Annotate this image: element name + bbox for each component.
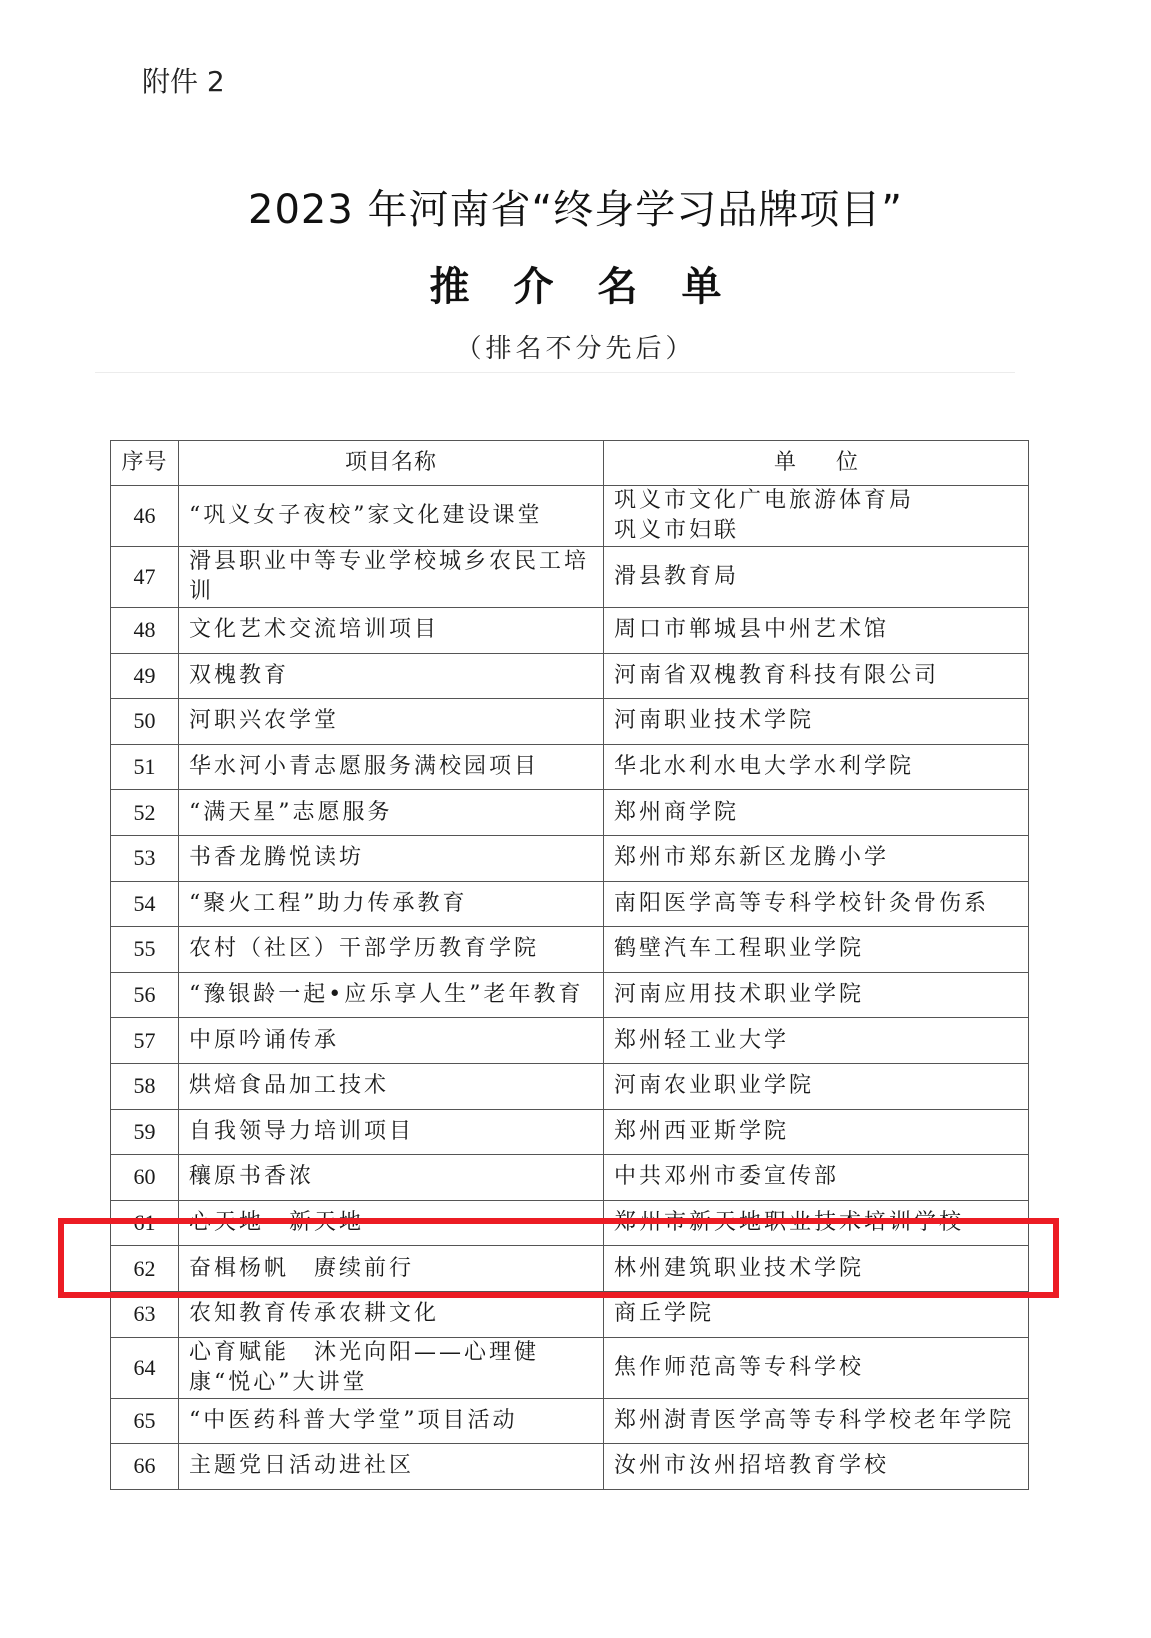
document-subtitle-heading: 推介名单 bbox=[429, 264, 766, 310]
row-project-name: 农知教育传承农耕文化 bbox=[179, 1291, 604, 1337]
row-project-name: 穰原书香浓 bbox=[179, 1155, 604, 1201]
attachment-label: 附件 2 bbox=[142, 65, 225, 98]
recommendation-table bbox=[110, 440, 1029, 1490]
row-unit: 中共邓州市委宣传部 bbox=[604, 1155, 1029, 1201]
table-row bbox=[111, 1155, 1029, 1201]
highlight-box bbox=[58, 1218, 1059, 1298]
table-row bbox=[111, 1337, 1029, 1398]
row-project-name: 华水河小青志愿服务满校园项目 bbox=[179, 744, 604, 790]
row-project-name: “满天星”志愿服务 bbox=[179, 790, 604, 836]
row-number: 62 bbox=[111, 1246, 179, 1292]
table-row bbox=[111, 699, 1029, 745]
table-row bbox=[111, 1291, 1029, 1337]
row-project-name: 主题党日活动进社区 bbox=[179, 1444, 604, 1490]
header-project-name: 项目名称 bbox=[179, 441, 604, 486]
row-project-name: 河职兴农学堂 bbox=[179, 699, 604, 745]
row-number: 60 bbox=[111, 1155, 179, 1201]
row-unit: 郑州西亚斯学院 bbox=[604, 1109, 1029, 1155]
table-row bbox=[111, 1398, 1029, 1444]
row-unit: 郑州澍青医学高等专科学校老年学院 bbox=[604, 1398, 1029, 1444]
document-title: 2023 年河南省“终身学习品牌项目” bbox=[248, 187, 903, 233]
row-number: 64 bbox=[111, 1337, 179, 1398]
table-row bbox=[111, 1063, 1029, 1109]
row-number: 59 bbox=[111, 1109, 179, 1155]
row-project-name: “中医药科普大学堂”项目活动 bbox=[179, 1398, 604, 1444]
row-number: 52 bbox=[111, 790, 179, 836]
table-row bbox=[111, 653, 1029, 699]
row-unit: 焦作师范高等专科学校 bbox=[604, 1337, 1029, 1398]
table-row bbox=[111, 1109, 1029, 1155]
row-unit: 河南应用技术职业学院 bbox=[604, 972, 1029, 1018]
row-number: 58 bbox=[111, 1063, 179, 1109]
row-unit: 郑州市新天地职业技术培训学校 bbox=[604, 1200, 1029, 1246]
row-project-name: “巩义女子夜校”家文化建设课堂 bbox=[179, 486, 604, 547]
row-project-name: “豫银龄一起•应乐享人生”老年教育 bbox=[179, 972, 604, 1018]
row-project-name: 心天地 新天地 bbox=[179, 1200, 604, 1246]
row-number: 49 bbox=[111, 653, 179, 699]
ranking-note: （排名不分先后） bbox=[455, 334, 696, 364]
table-row bbox=[111, 547, 1029, 608]
row-project-name: 双槐教育 bbox=[179, 653, 604, 699]
row-unit: 林州建筑职业技术学院 bbox=[604, 1246, 1029, 1292]
row-unit: 商丘学院 bbox=[604, 1291, 1029, 1337]
table-row bbox=[111, 835, 1029, 881]
row-project-name: “聚火工程”助力传承教育 bbox=[179, 881, 604, 927]
row-unit: 鹤壁汽车工程职业学院 bbox=[604, 927, 1029, 973]
row-project-name: 书香龙腾悦读坊 bbox=[179, 835, 604, 881]
header-number: 序号 bbox=[111, 441, 179, 486]
row-project-name: 奋楫杨帆 赓续前行 bbox=[179, 1246, 604, 1292]
row-unit: 郑州市郑东新区龙腾小学 bbox=[604, 835, 1029, 881]
row-number: 50 bbox=[111, 699, 179, 745]
table-row bbox=[111, 744, 1029, 790]
table-row bbox=[111, 1018, 1029, 1064]
table-row bbox=[111, 790, 1029, 836]
row-number: 48 bbox=[111, 608, 179, 654]
row-project-name: 滑县职业中等专业学校城乡农民工培训 bbox=[179, 547, 604, 608]
row-project-name: 农村（社区）干部学历教育学院 bbox=[179, 927, 604, 973]
row-project-name: 心育赋能 沐光向阳——心理健康“悦心”大讲堂 bbox=[179, 1337, 604, 1398]
table-header-row bbox=[111, 441, 1029, 486]
row-number: 66 bbox=[111, 1444, 179, 1490]
row-project-name: 文化艺术交流培训项目 bbox=[179, 608, 604, 654]
row-unit: 滑县教育局 bbox=[604, 547, 1029, 608]
row-number: 53 bbox=[111, 835, 179, 881]
row-unit: 汝州市汝州招培教育学校 bbox=[604, 1444, 1029, 1490]
table-row bbox=[111, 608, 1029, 654]
table-row bbox=[111, 1444, 1029, 1490]
row-number: 47 bbox=[111, 547, 179, 608]
table-row bbox=[111, 881, 1029, 927]
row-unit: 南阳医学高等专科学校针灸骨伤系 bbox=[604, 881, 1029, 927]
row-unit: 巩义市文化广电旅游体育局 巩义市妇联 bbox=[604, 486, 1029, 547]
row-project-name: 烘焙食品加工技术 bbox=[179, 1063, 604, 1109]
row-project-name: 自我领导力培训项目 bbox=[179, 1109, 604, 1155]
header-unit: 单位 bbox=[604, 441, 1029, 486]
row-unit: 郑州轻工业大学 bbox=[604, 1018, 1029, 1064]
row-number: 51 bbox=[111, 744, 179, 790]
table-row bbox=[111, 972, 1029, 1018]
row-number: 57 bbox=[111, 1018, 179, 1064]
row-unit: 华北水利水电大学水利学院 bbox=[604, 744, 1029, 790]
row-number: 46 bbox=[111, 486, 179, 547]
row-unit: 河南农业职业学院 bbox=[604, 1063, 1029, 1109]
row-number: 63 bbox=[111, 1291, 179, 1337]
divider bbox=[95, 372, 1015, 373]
row-number: 54 bbox=[111, 881, 179, 927]
row-unit: 周口市郸城县中州艺术馆 bbox=[604, 608, 1029, 654]
row-number: 61 bbox=[111, 1200, 179, 1246]
table-row bbox=[111, 927, 1029, 973]
table-row bbox=[111, 486, 1029, 547]
row-unit: 河南省双槐教育科技有限公司 bbox=[604, 653, 1029, 699]
row-unit: 郑州商学院 bbox=[604, 790, 1029, 836]
row-number: 56 bbox=[111, 972, 179, 1018]
row-project-name: 中原吟诵传承 bbox=[179, 1018, 604, 1064]
row-number: 65 bbox=[111, 1398, 179, 1444]
row-number: 55 bbox=[111, 927, 179, 973]
row-unit: 河南职业技术学院 bbox=[604, 699, 1029, 745]
